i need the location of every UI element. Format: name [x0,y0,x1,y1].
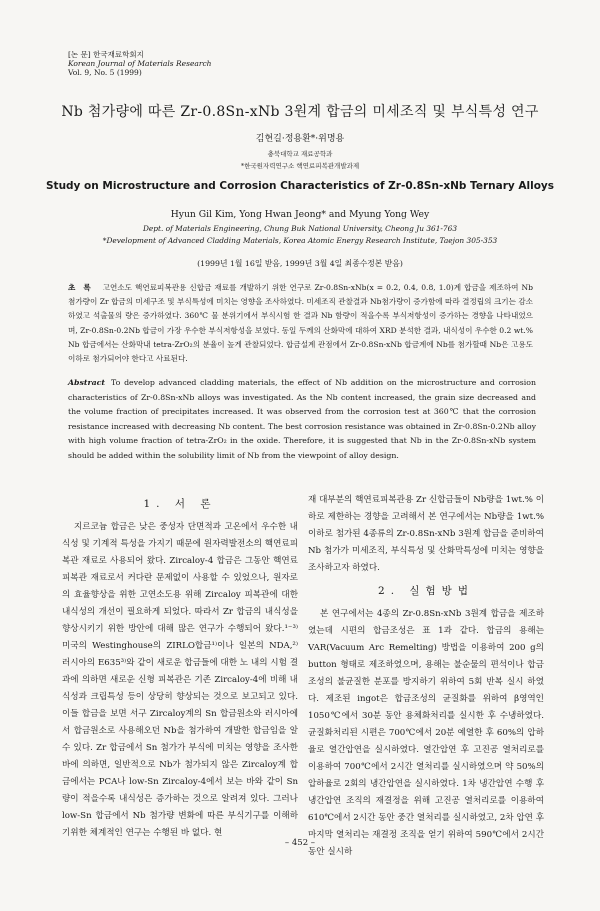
title-english: Study on Microstructure and Corrosion Characteristics of Zr-0.8Sn-xNb Ternary Alloys [45,180,554,192]
journal-name-ko: [논 문] 한국재료학회지 [68,50,144,59]
journal-header [68,50,211,77]
section-heading-introduction: 1. 서 론 [143,498,217,510]
introduction-continued: 재 대부분의 핵연료피복관용 Zr 신합금들이 Nb량을 1wt.% 이하로 제한하는 경향을 고려해서 본 연구에서는 Nb량을 1wt.% 이하로 첨가된 4종류의 Zr-0.8Sn-xNb 3원계 합금을 준비하여 Nb 첨가가 미세조직, 부식특성 및 산화막특성에 미치는 영향을 조사하고자 하였다. [308,495,544,573]
authors-english: Hyun Gil Kim, Yong Hwan Jeong* and Myung Yong Wey [170,209,430,220]
title-korean: Nb 첨가량에 따른 Zr-0.8Sn-xNb 3원계 합금의 미세조직 및 부식특성 연구 [61,104,539,120]
journal-name-en: Korean Journal of Materials Research [68,59,212,68]
page-number: – 452 – [284,838,316,848]
affiliation-english-1: Dept. of Materials Engineering, Chung Buk National University, Cheong Ju 361-763 [142,224,458,233]
affiliation-korean-1: 충북대학교 재료공학과 [267,150,333,158]
authors-korean: 김현길·정용환*·위명용 [255,134,345,144]
left-column [62,492,298,842]
section-heading-methods: 2. 실험방법 [378,585,474,597]
abstract-korean [68,281,533,366]
journal-volume: Vol. 9, No. 5 (1999) [68,68,142,77]
introduction-paragraph: 지르코늄 합금은 낮은 중성자 단면적과 고온에서 우수한 내식성 및 기계적 특성을 가지기 때문에 원자력발전소의 핵연료피복관 재료로 사용되어 왔다. Zircaloy-4 합금은 그동안 핵연료피복관 재료로서 커다란 문제없이 사용할 수 있었으나, 원자로의 효율향상을 위한 고연소도용 위해 Zircaloy 피복관에 대한 내식성의 개선이 필요하게 되었다. 따라서 Zr 합금의 내식성을 향상시키기 위한 방안에 대해 많은 연구가 수행되어 왔다.¹⁻³⁾ 미국의 Westinghouse의 ZIRLO합금¹⁾이나 일본의 NDA,²⁾ 러시아의 E635³⁾와 같이 새로운 합금들에 대한 노 내의 시험 결과에 의하면 새로운 신형 피복관은 기존 Zircaloy-4에 비해 내식성과 크립특성 등이 상당히 향상되는 것으로 보고되고 있다. 이들 합금을 보면 서구 Zircaloy계의 Sn 합금원소와 러시아에서 합금원소로 사용해오던 Nb을 첨가하여 개발한 합금임을 알 수 있다. Zr 합금에서 Sn 첨가가 부식에 미치는 영향을 조사한 바에 의하면, 일반적으로 Nb가 첨가되지 않은 Zircaloy계 합금에서는 PCA나 low-Sn Zircaloy-4에서 보는 바와 같이 Sn 량이 적을수록 내식성은 증가하는 것으로 알려져 있다. 그러나 low-Sn 합금에서 Nb 첨가량 변화에 따른 부식기구를 이해하기위한 체계적인 연구는 수행된 바 없다. 현 [62,522,298,838]
abstract-english-text: To develop advanced cladding materials, the effect of Nb addition on the microstructure and corrosion characteristics of Zr-0.8Sn-xNb alloys was investigated. As the Nb content increased, the grain size decreased and the volume fraction of precipitates increased. It was observed from the corrosion test at 360℃ that the corrosion resistance increased with decreasing Nb content. The best corrosion resistance was obtained in Zr-0.8Sn-0.2Nb alloy with high volume fraction of tetra-ZrO₂ in the oxide. Therefore, it is suggested that Nb in the Zr-0.8Sn-xNb system should be added within the solubility limit of Nb from the viewpoint of alloy design. [68,378,536,460]
received-date: (1999년 1월 16일 받음, 1999년 3월 4일 최종수정본 받음) [197,259,403,268]
affiliation-english-2: *Development of Advanced Cladding Materials, Korea Atomic Energy Research Institute, Taejon 305-353 [102,236,498,245]
abstract-english-label: Abstract [68,378,106,387]
abstract-english [68,376,536,463]
methods-paragraph: 본 연구에서는 4종의 Zr-0.8Sn-xNb 3원계 합금을 제조하였는데 시편의 합금조성은 표 1과 같다. 합금의 용해는 VAR(Vacuum Arc Remelting) 방법을 이용하여 200 g의 button 형태로 제조하였으며, 용해는 불순물의 편석이나 합금조성의 불균질한 분포를 방지하기 위하여 5회 반복 실시 하였다. 제조된 ingot은 합금조성의 균질화를 위하여 β영역인 1050℃에서 30분 동안 용체화처리를 실시한 후 수냉하였다. 균질화처리된 시편은 700℃에서 20분 예열한 후 60%의 압하율로 열간압연을 실시하였다. 열간압연 후 고진공 열처리로를 이용하여 700℃에서 2시간 열처리를 실시하였으며 약 50%의 압하율로 2회의 냉간압연을 실시하였다. 1차 냉간압연 수행 후 냉간압연 조직의 재결정을 위해 고진공 열처리로를 이용하여 610℃에서 2시간 동안 중간 열처리를 실시하였고, 2차 압연 후 마지막 열처리는 재결정 조직을 얻기 위하여 590℃에서 2시간 동안 실시하 [308,609,544,857]
right-column [308,492,544,861]
abstract-korean-label: 초록 [68,283,99,292]
affiliation-korean-2: *한국원자력연구소 핵연료피복관개발과제 [240,162,360,170]
abstract-korean-text: 고연소도 핵연료피복관용 신합금 재료를 개발하기 위한 연구로 Zr-0.8Sn-xNb(x = 0.2, 0.4, 0.8, 1.0)계 합금을 제조하여 Nb 첨가량이 Zr 합금의 미세구조 및 부식특성에 미치는 영향을 조사하였다. 미세조직 관찰결과 Nb첨가량이 증가함에 따라 결정립의 크기는 감소하였고 석출물의 량은 증가하였다. 360℃ 물 분위기에서 부식시험 한 결과 Nb 함량이 적을수록 부식저항성이 증가하는 경향을 나타내었으며, Zr-0.8Sn-0.2Nb 합금이 가장 우수한 부식저항성을 보였다. 동일 두께의 산화막에 대하여 XRD 분석한 결과, 내식성이 우수한 0.2 wt.% Nb 합금에서는 산화막내 tetra-ZrO₂의 분율이 높게 관찰되었다. 합금설계 관점에서 Zr-0.8Sn-xNb 합금계에 Nb를 첨가할때 Nb은 고용도 이하로 첨가되어야 한다고 사료된다. [68,283,533,364]
